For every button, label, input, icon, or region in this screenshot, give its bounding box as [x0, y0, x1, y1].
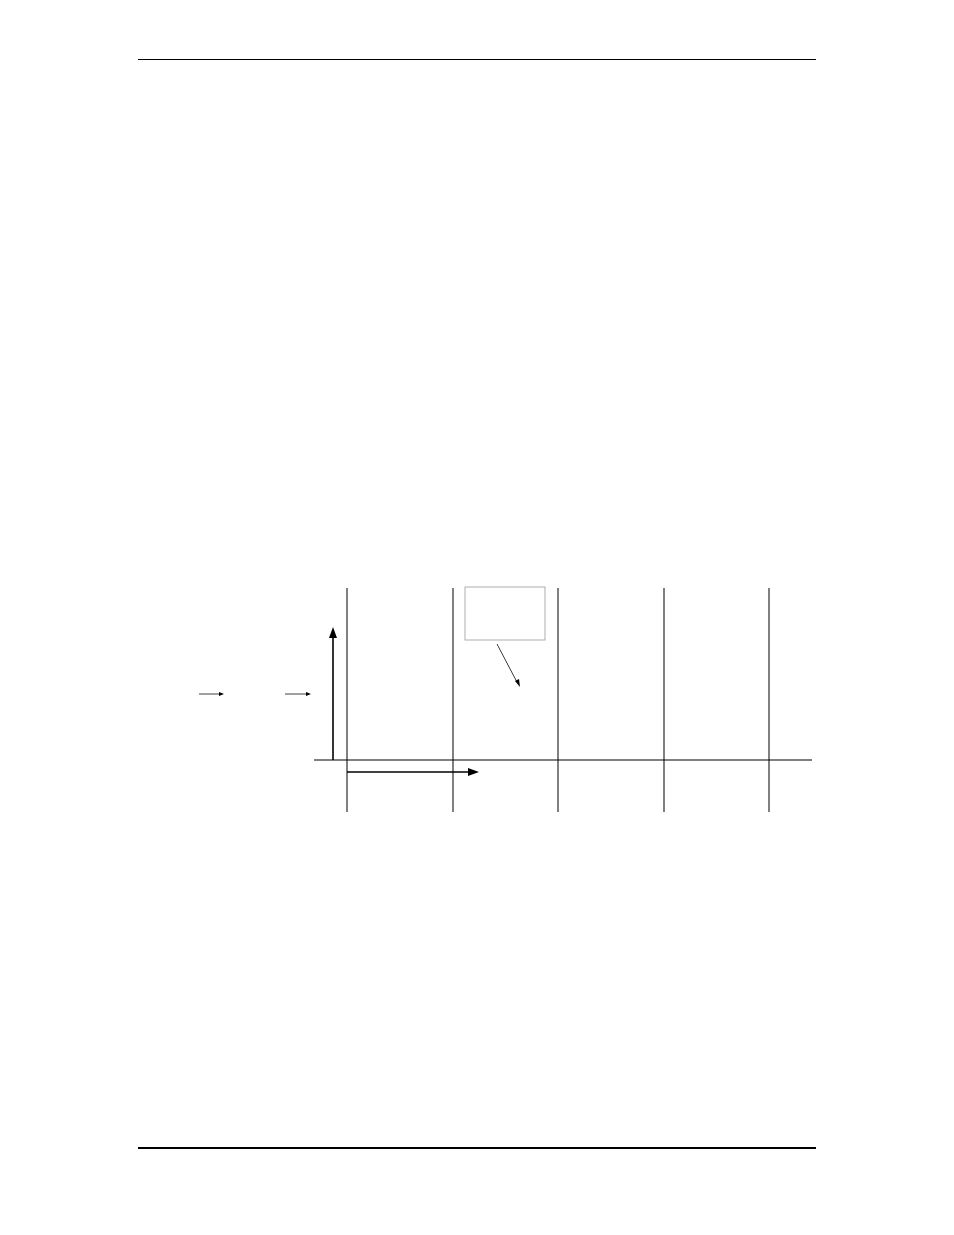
footer-rule — [138, 1147, 816, 1149]
inset-pointer — [497, 644, 518, 684]
sine-inset-frame — [465, 587, 545, 640]
frequency-arrowhead — [329, 627, 337, 638]
key-arrowhead — [306, 692, 311, 696]
middle-c-arrowhead — [219, 692, 224, 696]
sine-inset — [465, 587, 545, 640]
time-arrowhead — [468, 768, 479, 776]
